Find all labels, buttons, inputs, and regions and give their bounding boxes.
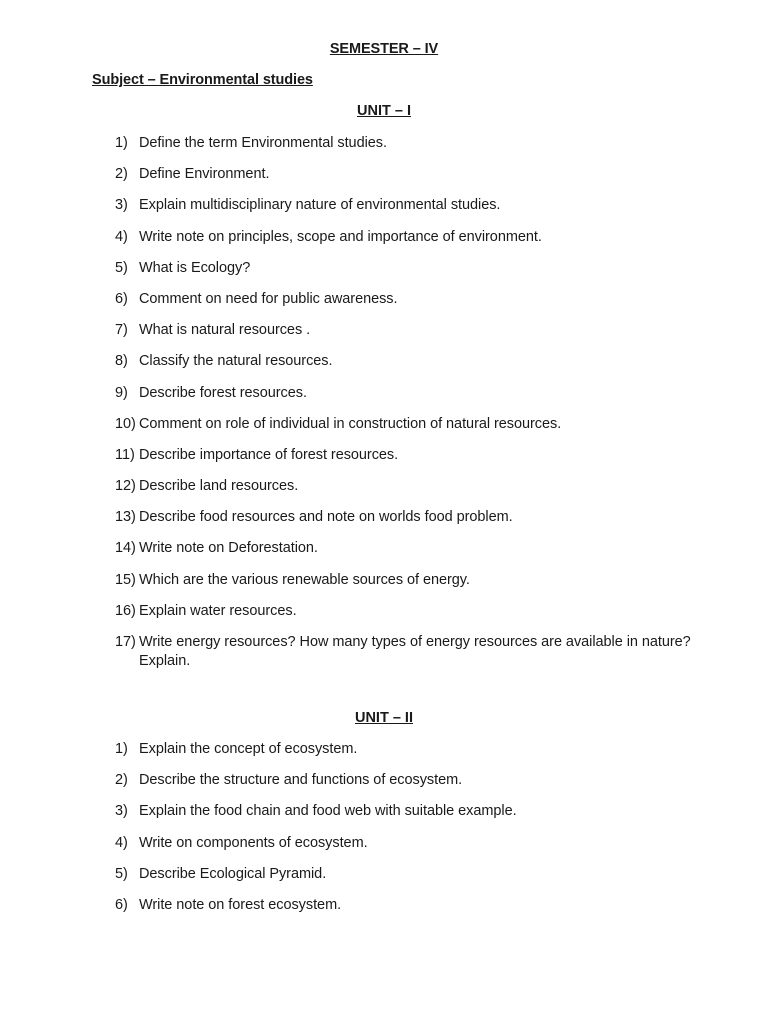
question-text: Comment on role of individual in construction of natural resources.: [139, 415, 562, 432]
question-item: [115, 134, 695, 153]
question-item: [115, 865, 695, 884]
question-number: 4): [115, 834, 128, 851]
question-item: [115, 415, 695, 434]
question-text: Explain multidisciplinary nature of environmental studies.: [139, 197, 501, 214]
question-text: Define the term Environmental studies.: [139, 135, 387, 151]
question-number: 13): [115, 509, 136, 526]
question-text: Explain the concept of ecosystem.: [139, 741, 358, 757]
question-text: Describe Ecological Pyramid.: [139, 865, 327, 882]
question-number: 7): [115, 322, 128, 339]
question-number: 9): [115, 384, 128, 401]
question-number: 5): [115, 259, 128, 276]
question-text: Write note on principles, scope and importance of environment.: [139, 228, 542, 245]
question-item: [115, 539, 695, 558]
question-item: [115, 633, 695, 671]
question-item: [115, 477, 695, 496]
question-text: Define Environment.: [139, 166, 270, 183]
question-number: 8): [115, 353, 128, 370]
unit-1-heading: UNIT – I: [357, 103, 411, 119]
question-item: [115, 834, 695, 853]
question-number: 14): [115, 540, 136, 557]
question-item: [115, 290, 695, 309]
unit-1-question-list: [115, 134, 695, 683]
question-text: Classify the natural resources.: [139, 353, 333, 370]
question-item: [115, 602, 695, 621]
question-text: Describe the structure and functions of ecosystem.: [139, 772, 463, 789]
question-text: Explain water resources.: [139, 602, 297, 619]
unit-2-heading: UNIT – II: [354, 710, 413, 726]
semester-title: SEMESTER – IV: [329, 41, 439, 57]
question-item: [115, 352, 695, 371]
question-item: [115, 802, 695, 821]
question-text: Describe importance of forest resources.: [139, 446, 399, 463]
question-item: [115, 740, 695, 759]
question-text: Comment on need for public awareness.: [139, 290, 398, 307]
unit-2-question-list: [115, 740, 695, 927]
question-number: 3): [115, 197, 128, 214]
question-text: Write energy resources? How many types of energy resources are available in nature? Explain.: [139, 634, 691, 669]
question-number: 16): [115, 602, 136, 619]
question-item: [115, 446, 695, 465]
question-item: [115, 259, 695, 278]
question-text: Write on components of ecosystem.: [139, 834, 368, 851]
question-number: 2): [115, 166, 128, 183]
question-number: 6): [115, 896, 128, 913]
question-text: Write note on Deforestation.: [139, 540, 318, 557]
question-number: 12): [115, 478, 136, 495]
question-number: 6): [115, 290, 128, 307]
question-item: [115, 228, 695, 247]
question-item: [115, 896, 695, 915]
question-number: 11): [115, 446, 135, 463]
question-number: 2): [115, 772, 128, 789]
question-text: Describe forest resources.: [139, 384, 307, 401]
question-text: Describe land resources.: [139, 478, 299, 495]
question-item: [115, 196, 695, 215]
question-item: [115, 571, 695, 590]
question-number: 1): [115, 135, 128, 151]
subject-line: Subject – Environmental studies: [92, 72, 313, 88]
question-text: Which are the various renewable sources of energy.: [139, 571, 470, 588]
question-number: 3): [115, 803, 128, 820]
question-number: 10): [115, 415, 136, 432]
question-number: 17): [115, 634, 136, 650]
question-number: 4): [115, 228, 128, 245]
question-text: Explain the food chain and food web with suitable example.: [139, 803, 517, 820]
question-number: 5): [115, 865, 128, 882]
question-item: [115, 508, 695, 527]
question-item: [115, 321, 695, 340]
question-item: [115, 384, 695, 403]
question-item: [115, 165, 695, 184]
question-text: What is natural resources .: [139, 322, 311, 339]
question-text: Describe food resources and note on worlds food problem.: [139, 509, 513, 526]
question-number: 15): [115, 571, 136, 588]
question-item: [115, 771, 695, 790]
question-text: What is Ecology?: [139, 259, 251, 276]
question-number: 1): [115, 741, 128, 757]
question-text: Write note on forest ecosystem.: [139, 896, 342, 913]
